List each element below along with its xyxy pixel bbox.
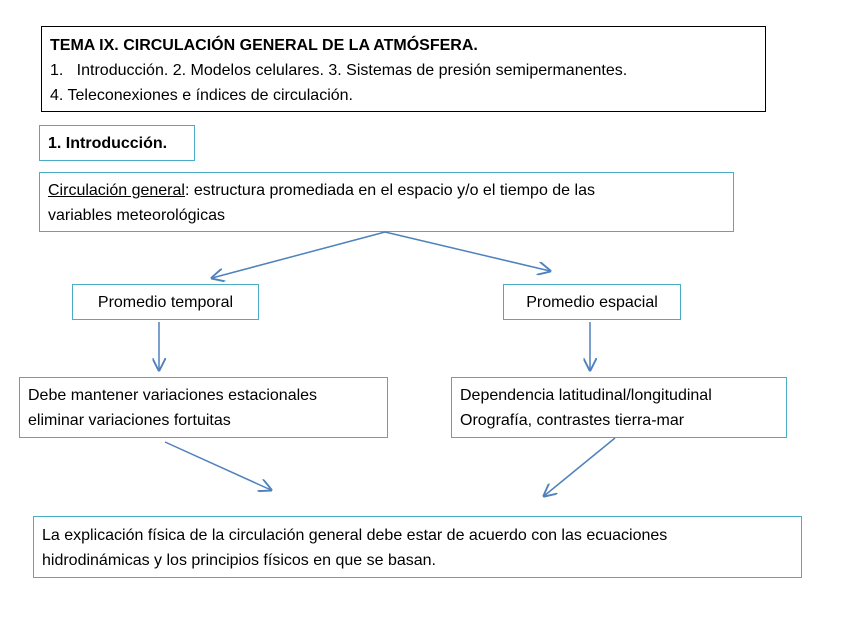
conclusion-line-2: hidrodinámicas y los principios físicos en que se basan. [42,552,436,569]
spatial-average-box [503,284,681,320]
arrow-spatial-detail-to-conclusion [544,438,615,496]
temporal-average-box [72,284,259,320]
arrow-definition-to-spatial [385,232,550,271]
conclusion-box [33,516,802,578]
temporal-average-label: Promedio temporal [97,294,234,311]
spatial-average-label: Promedio espacial [526,294,658,311]
conclusion-line-1: La explicación física de la circulación general debe estar de acuerdo con las ecuaciones [42,527,668,544]
arrow-temporal-detail-to-conclusion [165,442,271,490]
temporal-detail-box [19,377,388,438]
temporal-detail-line-1: Debe mantener variaciones estacionales [28,387,318,404]
definition-text-line-2: variables meteorológicas [48,207,225,224]
header-topics-line-1: 1. Introducción. 2. Modelos celulares. 3. Sistemas de presión semipermanentes. [50,62,628,79]
temporal-detail-line-2: eliminar variaciones fortuitas [28,412,231,429]
spatial-detail-line-2: Orografía, contrastes tierra-mar [460,412,685,429]
header-box [41,26,766,112]
spatial-detail-box [451,377,787,438]
header-title: TEMA IX. CIRCULACIÓN GENERAL DE LA ATMÓSFERA. [50,37,478,54]
definition-text-line-1: : estructura promediada en el espacio y/o el tiempo de las [184,182,595,199]
section-title-box [39,125,195,161]
section-title: 1. Introducción. [48,135,168,152]
header-topics-line-2: 4. Teleconexiones e índices de circulación. [50,87,353,104]
definition-box [39,172,734,232]
definition-term: Circulación general [48,182,185,199]
spatial-detail-line-1: Dependencia latitudinal/longitudinal [460,387,712,404]
arrow-definition-to-temporal [212,232,385,278]
